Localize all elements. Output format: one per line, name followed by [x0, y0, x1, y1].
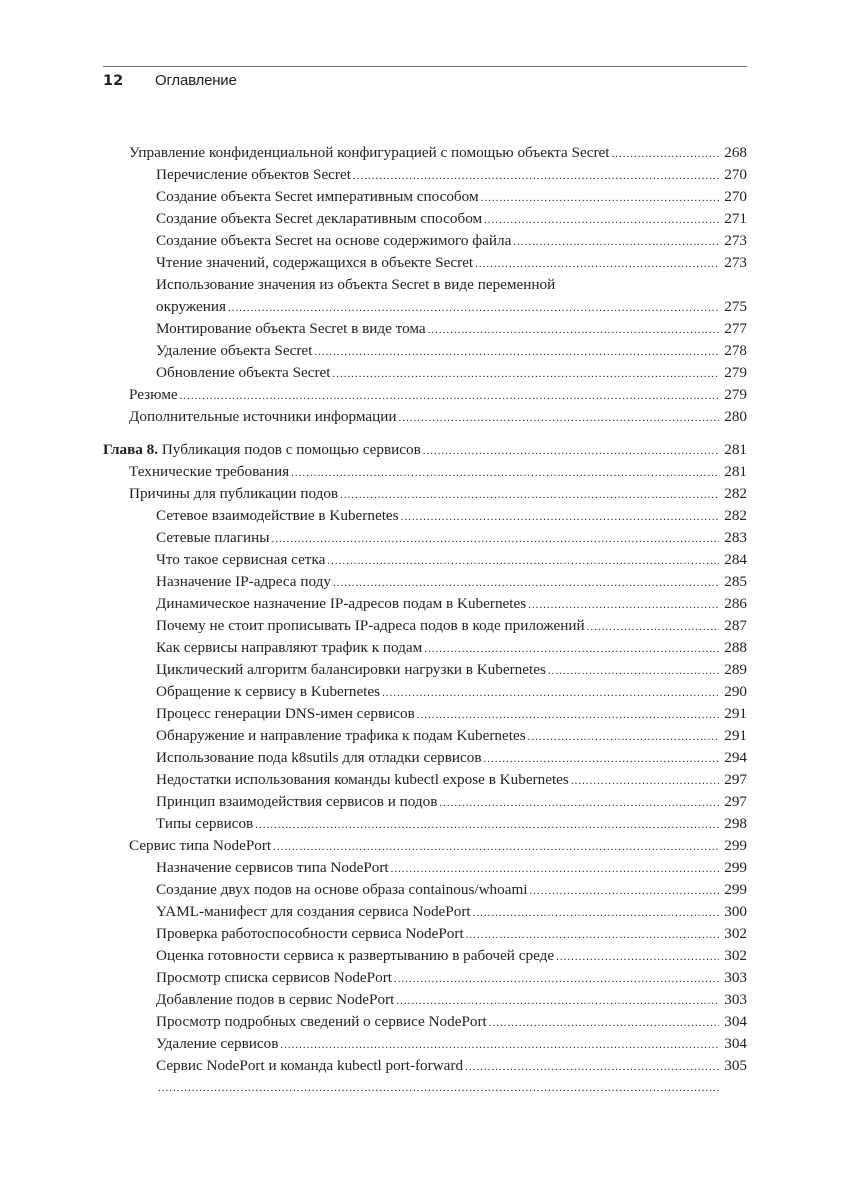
toc-entry-page: 291 [724, 705, 747, 722]
dot-leader [333, 363, 719, 385]
dot-leader [571, 770, 719, 792]
dot-leader [333, 572, 719, 594]
toc-entry-page: 287 [724, 617, 747, 634]
dot-leader [465, 1056, 719, 1078]
chapter-title: Публикация подов с помощью сервисов [161, 441, 421, 458]
toc-entry[interactable] [103, 615, 747, 637]
toc-entry-title: Сетевое взаимодействие в Kubernetes [156, 507, 399, 524]
dot-leader [489, 1012, 719, 1034]
toc-entry-title: Причины для публикации подов [129, 485, 339, 502]
toc-entry[interactable] [103, 681, 747, 703]
toc-entry[interactable] [103, 857, 747, 879]
toc-entry-title: Проверка работоспособности сервиса NodePort [156, 925, 464, 942]
toc-entry-page: 284 [724, 551, 747, 568]
page-number: 12 [103, 73, 124, 89]
toc-entry-page: 303 [724, 991, 747, 1008]
toc-entry[interactable] [103, 230, 747, 252]
dot-leader [180, 385, 719, 407]
toc-entry[interactable] [103, 164, 747, 186]
toc-entry[interactable] [103, 747, 747, 769]
toc-entry[interactable] [103, 1077, 747, 1099]
dot-leader [423, 440, 719, 462]
dot-leader [398, 407, 719, 429]
toc-entry-title: YAML-манифест для создания сервиса NodePort [156, 903, 471, 920]
toc-entry-page: 275 [724, 298, 747, 315]
toc-entry[interactable] [103, 967, 747, 989]
toc-chapter-entry[interactable] [103, 439, 747, 461]
dot-leader [291, 462, 719, 484]
toc-entry-title: Обнаружение и направление трафика к подам Kubernetes [156, 727, 526, 744]
table-of-contents [103, 142, 747, 1099]
toc-entry-title: Сервис NodePort и команда kubectl port-forward [156, 1057, 464, 1074]
toc-entry[interactable] [103, 186, 747, 208]
chapter-spacer [103, 428, 747, 439]
toc-entry[interactable] [103, 362, 747, 384]
running-title: Оглавление [155, 72, 237, 89]
dot-leader [484, 209, 719, 231]
toc-entry-title: Назначение сервисов типа NodePort [156, 859, 389, 876]
dot-leader [466, 924, 719, 946]
toc-entry-page: 283 [724, 529, 747, 546]
toc-entry-title: Оценка готовности сервиса к развертыванию в рабочей среде [156, 947, 555, 964]
toc-entry-page: 302 [724, 925, 747, 942]
toc-entry-page: 291 [724, 727, 747, 744]
toc-entry[interactable] [103, 318, 747, 340]
toc-entry-title: Циклический алгоритм балансировки нагрузки в Kubernetes [156, 661, 546, 678]
toc-entry[interactable] [103, 1033, 747, 1055]
toc-entry[interactable] [103, 527, 747, 549]
dot-leader [340, 484, 719, 506]
dot-leader [314, 341, 719, 363]
dot-leader [382, 682, 719, 704]
dot-leader [327, 550, 719, 572]
toc-entry[interactable] [103, 1011, 747, 1033]
dot-leader [394, 968, 719, 990]
toc-entry[interactable] [103, 703, 747, 725]
toc-entry-title: Использование пода k8sutils для отладки сервисов [156, 749, 482, 766]
toc-entry-title: Почему не стоит прописывать IP-адреса подов в коде приложений [156, 617, 585, 634]
toc-entry[interactable] [103, 923, 747, 945]
toc-entry-page: 297 [724, 771, 747, 788]
toc-entry-title: Удаление объекта Secret [156, 342, 313, 359]
toc-entry-title: Дополнительные источники информации [129, 408, 397, 425]
toc-entry[interactable] [103, 813, 747, 835]
toc-entry-page: 270 [724, 188, 747, 205]
toc-entry[interactable] [103, 142, 747, 164]
toc-entry[interactable] [103, 406, 747, 428]
dot-leader [417, 704, 719, 726]
toc-entry-page: 277 [724, 320, 747, 337]
dot-leader [513, 231, 719, 253]
toc-entry-page: 282 [724, 485, 747, 502]
toc-entry-title: Просмотр подробных сведений о сервисе NodePort [156, 1013, 487, 1030]
toc-entry[interactable] [103, 659, 747, 681]
toc-entry-title: Сервис типа NodePort [129, 837, 272, 854]
toc-entry-title: Технические требования [129, 463, 290, 480]
dot-leader [481, 187, 719, 209]
chapter-label: Глава 8. [103, 441, 159, 458]
toc-entry[interactable] [103, 571, 747, 593]
toc-entry[interactable] [103, 989, 747, 1011]
toc-entry-title: Динамическое назначение IP-адресов подам в Kubernetes [156, 595, 527, 612]
toc-entry-title: Создание объекта Secret на основе содержимого файла [156, 232, 512, 249]
toc-entry-page: 281 [724, 463, 747, 480]
toc-entry[interactable] [103, 1055, 747, 1077]
toc-entry-page: 299 [724, 837, 747, 854]
dot-leader [424, 638, 719, 660]
toc-entry-title-line2: окружения [156, 298, 227, 315]
toc-entry-title: Создание двух подов на основе образа containous/whoami [156, 881, 528, 898]
dot-leader [473, 902, 719, 924]
toc-entry-title: Управление конфиденциальной конфигурацией с помощью объекта Secret [129, 144, 610, 161]
dot-leader [401, 506, 719, 528]
toc-entry-title: Просмотр списка сервисов NodePort [156, 969, 392, 986]
dot-leader [528, 594, 719, 616]
toc-entry-title: Недостатки использования команды kubectl expose в Kubernetes [156, 771, 569, 788]
toc-entry[interactable] [103, 791, 747, 813]
toc-entry-page: 300 [724, 903, 747, 920]
toc-entry[interactable] [103, 384, 747, 406]
toc-entry[interactable] [103, 637, 747, 659]
toc-entry[interactable] [103, 945, 747, 967]
toc-entry-page: 303 [724, 969, 747, 986]
toc-entry-title: Создание объекта Secret декларативным способом [156, 210, 483, 227]
toc-entry-page: 299 [724, 859, 747, 876]
toc-entry-page: 294 [724, 749, 747, 766]
toc-entry-page: 268 [724, 144, 747, 161]
toc-entry-page: 280 [724, 408, 747, 425]
toc-entry[interactable] [103, 461, 747, 483]
toc-entry-title: Принцип взаимодействия сервисов и подов [156, 793, 438, 810]
toc-entry-page: 289 [724, 661, 747, 678]
page-header [103, 72, 237, 94]
toc-entry[interactable] [103, 725, 747, 747]
dot-leader [396, 990, 719, 1012]
toc-entry[interactable] [103, 252, 747, 274]
toc-entry-page: 285 [724, 573, 747, 590]
toc-entry-page: 288 [724, 639, 747, 656]
dot-leader [353, 165, 719, 187]
toc-entry[interactable] [103, 549, 747, 571]
toc-entry-title: Создание объекта Secret императивным способом [156, 188, 479, 205]
dot-leader [273, 836, 719, 858]
toc-entry[interactable] [103, 769, 747, 791]
toc-entry-title: Типы сервисов [156, 815, 254, 832]
toc-entry-title: Процесс генерации DNS-имен сервисов [156, 705, 415, 722]
dot-leader [475, 253, 719, 275]
dot-leader [528, 726, 719, 748]
toc-entry-title: Добавление подов в сервис NodePort [156, 991, 395, 1008]
toc-entry-page: 290 [724, 683, 747, 700]
toc-entry[interactable] [103, 901, 747, 923]
toc-entry-title: Что такое сервисная сетка [156, 551, 326, 568]
dot-leader [391, 858, 719, 880]
toc-entry-title: Удаление сервисов [156, 1035, 279, 1052]
toc-entry-page: 279 [724, 364, 747, 381]
dot-leader [439, 792, 719, 814]
toc-entry-page: 297 [724, 793, 747, 810]
dot-leader [484, 748, 719, 770]
dot-leader [228, 297, 719, 319]
toc-entry-title: Обращение к сервису в Kubernetes [156, 683, 381, 700]
toc-entry[interactable] [103, 879, 747, 901]
toc-entry-title: Как сервисы направляют трафик к подам [156, 639, 423, 656]
toc-entry-page: 279 [724, 386, 747, 403]
dot-leader [428, 319, 719, 341]
toc-entry-page: 273 [724, 232, 747, 249]
dot-leader [280, 1034, 719, 1056]
toc-entry-page: 299 [724, 881, 747, 898]
toc-entry-title: Резюме [129, 386, 178, 403]
dot-leader [255, 814, 719, 836]
toc-entry[interactable] [103, 274, 747, 318]
toc-entry-page: 282 [724, 507, 747, 524]
toc-entry-page: 286 [724, 595, 747, 612]
dot-leader [556, 946, 719, 968]
toc-entry[interactable] [103, 483, 747, 505]
toc-entry[interactable] [103, 505, 747, 527]
toc-entry-page: 304 [724, 1035, 747, 1052]
dot-leader [611, 143, 719, 165]
toc-entry-page: 273 [724, 254, 747, 271]
toc-entry-title: Чтение значений, содержащихся в объекте Secret [156, 254, 474, 271]
dot-leader [271, 528, 719, 550]
toc-entry-page: 278 [724, 342, 747, 359]
toc-entry-title: Обновление объекта Secret [156, 364, 331, 381]
toc-entry[interactable] [103, 593, 747, 615]
toc-entry-page: 305 [724, 1057, 747, 1074]
toc-entry-page: 298 [724, 815, 747, 832]
toc-entry-page: 302 [724, 947, 747, 964]
toc-entry-title-line1: Использование значения из объекта Secret в виде переменной [156, 276, 556, 293]
dot-leader [530, 880, 719, 902]
toc-entry-title: Монтирование объекта Secret в виде тома [156, 320, 426, 337]
toc-entry-title: Сетевые плагины [156, 529, 270, 546]
toc-entry-title: Назначение IP-адреса поду [156, 573, 331, 590]
toc-entry-page: 270 [724, 166, 747, 183]
toc-entry[interactable] [103, 835, 747, 857]
toc-entry[interactable] [103, 208, 747, 230]
toc-entry-page: 281 [724, 441, 747, 458]
toc-entry-page: 304 [724, 1013, 747, 1030]
dot-leader [158, 1077, 719, 1099]
toc-entry[interactable] [103, 340, 747, 362]
toc-entry-page: 271 [724, 210, 747, 227]
dot-leader [587, 616, 719, 638]
header-rule [103, 66, 747, 67]
dot-leader [548, 660, 719, 682]
toc-entry-title: Перечисление объектов Secret [156, 166, 351, 183]
